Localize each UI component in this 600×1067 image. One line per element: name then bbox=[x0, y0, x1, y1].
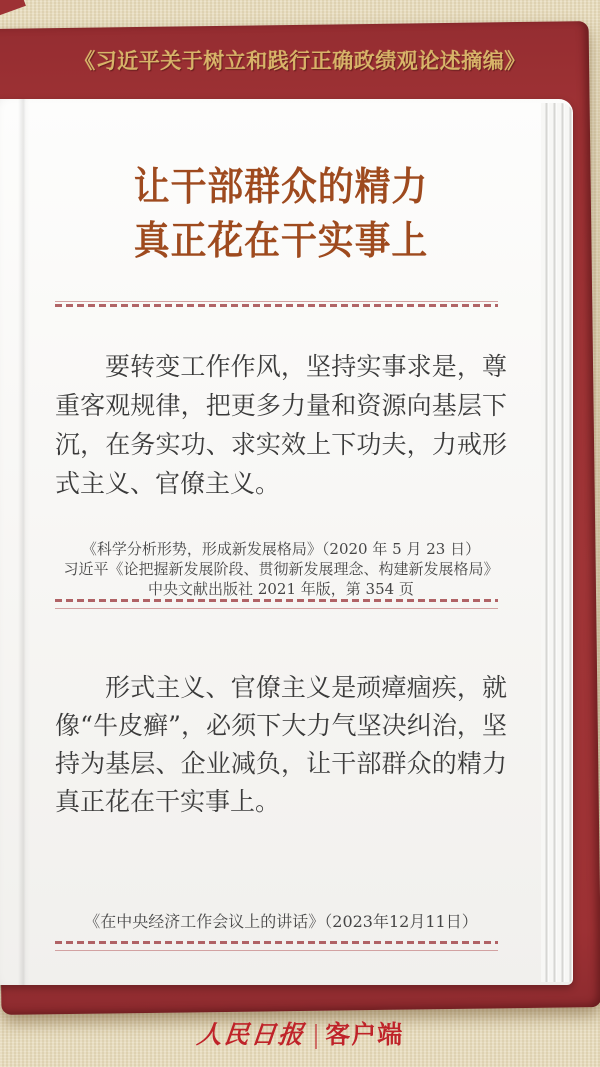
book-banner-title: 《习近平关于树立和践行正确政绩观论述摘编》 bbox=[74, 48, 526, 73]
citation-1-line2: 习近平《论把握新发展阶段、贯彻新发展理念、构建新发展格局》 bbox=[63, 560, 499, 578]
peoples-daily-logo bbox=[0, 1019, 600, 1051]
quote-paragraph-1: 要转变工作作风，坚持实事求是，尊重客观规律，把更多力量和资源向基层下沉，在务实功、求实效上下功夫，力戒形式主义、官僚主义。 bbox=[55, 352, 507, 498]
divider-bottom bbox=[55, 941, 498, 951]
page-title-line1: 让干部群众的精力 bbox=[133, 165, 429, 210]
page-title bbox=[73, 161, 489, 269]
logo-divider-bar: | bbox=[311, 1020, 321, 1049]
book-cover-corner bbox=[0, 0, 26, 15]
divider-top bbox=[55, 301, 498, 311]
page-crease bbox=[18, 99, 30, 985]
divider-dashes bbox=[55, 304, 498, 307]
citation-block-2: 《在中央经济工作会议上的讲话》（2023年12月11日） bbox=[84, 912, 478, 931]
citation-1-line3: 中央文献出版社 2021 年版，第 354 页 bbox=[148, 580, 414, 598]
logo-peoples-daily-text: 人民日报 bbox=[195, 1020, 307, 1049]
logo-client-text: 客户端 bbox=[325, 1020, 404, 1049]
quote-paragraph-2: 形式主义、官僚主义是顽瘴痼疾，就像“牛皮癣”，必须下大力气坚决纠治，坚持为基层、企业减负，让干部群众的精力真正花在干实事上。 bbox=[55, 673, 507, 816]
citation-block-1 bbox=[55, 539, 507, 599]
page-edge-stack bbox=[541, 103, 573, 982]
divider-dashes bbox=[55, 941, 498, 944]
page-title-line2: 真正花在干实事上 bbox=[133, 219, 429, 264]
citation-1-line1: 《科学分析形势，形成新发展格局》（2020 年 5 月 23 日） bbox=[81, 540, 481, 558]
divider-middle bbox=[55, 599, 498, 609]
page-content bbox=[55, 0, 507, 1067]
divider-dashes bbox=[55, 599, 498, 602]
